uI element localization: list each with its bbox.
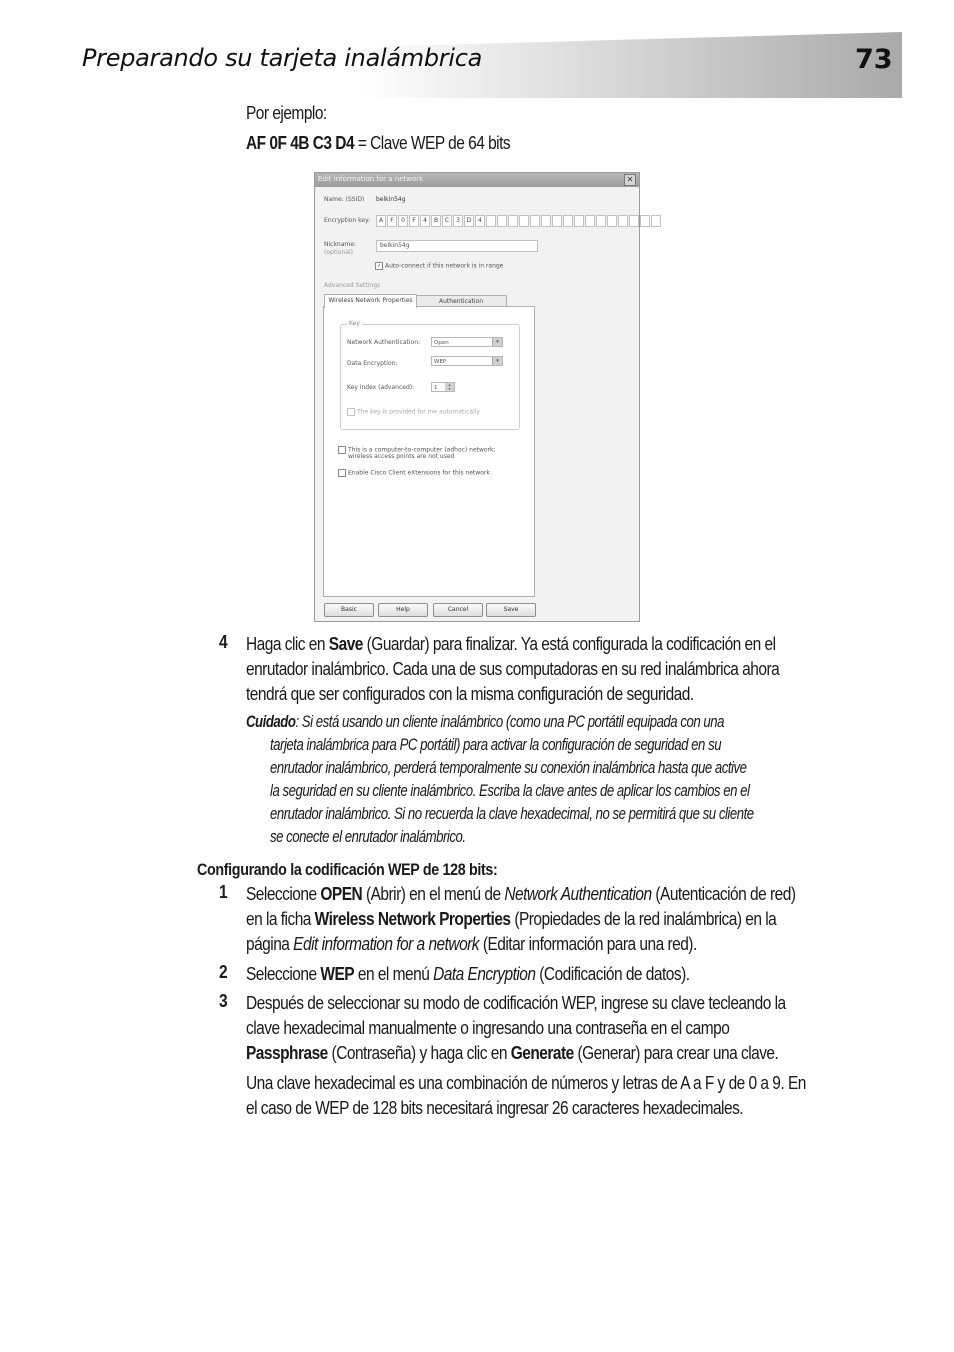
text-span: (Abrir) en el menú de	[362, 884, 505, 904]
key-char[interactable]: F	[409, 215, 419, 227]
key-index-label: Key index (advanced):	[347, 384, 415, 391]
key-char[interactable]	[519, 215, 529, 227]
network-auth-value: Open	[434, 340, 449, 346]
text-span: Seleccione	[246, 964, 321, 984]
example-label: Por ejemplo:	[246, 103, 327, 123]
help-button[interactable]: Help	[378, 603, 428, 617]
key-auto-option[interactable]	[347, 408, 480, 416]
step2-line	[246, 962, 900, 987]
cancel-button[interactable]: Cancel	[433, 603, 483, 617]
dialog-titlebar	[315, 173, 639, 187]
step4-text	[246, 632, 900, 707]
network-auth-label: Network Authentication:	[347, 339, 421, 346]
text-span: (Autenticación de red)	[651, 884, 796, 904]
nickname-optional: (optional)	[324, 249, 353, 256]
key-char[interactable]	[486, 215, 496, 227]
chevron-down-icon[interactable]: ▾	[492, 357, 502, 365]
dialog-title: Edit information for a network	[318, 175, 424, 183]
key-char[interactable]	[640, 215, 650, 227]
spinner-arrows-icon[interactable]: ▴ ▾	[445, 383, 454, 391]
page-number: 73	[855, 44, 893, 75]
save-term: Save	[328, 634, 363, 654]
step3-line: Después de seleccionar su modo de codificación WEP, ingrese su clave tecleando la	[246, 993, 786, 1013]
step4-line: tendrá que ser configurados con la misma configuración de seguridad.	[246, 684, 694, 704]
text-span: (Propiedades de la red inalámbrica) en la	[510, 909, 777, 929]
key-char[interactable]: F	[387, 215, 397, 227]
key-auto-checkbox[interactable]	[347, 408, 355, 416]
text-span: (Guardar) para finalizar. Ya está configurada la codificación en el	[362, 634, 776, 654]
data-encryption-term: Data Encryption	[433, 964, 536, 984]
example-key-desc: = Clave WEP de 64 bits	[354, 133, 511, 153]
step2-text	[246, 962, 900, 987]
text-span: (Generar) para crear una clave.	[573, 1043, 779, 1063]
caution-line: la seguridad en su cliente inalámbrico. Escriba la clave antes de aplicar los cambios en el	[270, 782, 750, 800]
key-char[interactable]: 4	[475, 215, 485, 227]
open-term: OPEN	[320, 884, 363, 904]
auto-connect-option[interactable]	[375, 262, 503, 270]
key-char[interactable]	[596, 215, 606, 227]
key-char[interactable]	[530, 215, 540, 227]
key-char[interactable]	[574, 215, 584, 227]
key-char[interactable]	[607, 215, 617, 227]
key-char[interactable]	[541, 215, 551, 227]
data-encryption-label: Data Encryption:	[347, 360, 398, 367]
step3-followup	[246, 1071, 900, 1121]
step-number: 1	[219, 882, 228, 902]
text-span: (Codificación de datos).	[535, 964, 690, 984]
step3-followup-line: Una clave hexadecimal es una combinación de números y letras de A a F y de 0 a 9. En	[246, 1073, 806, 1093]
step1-line	[246, 907, 900, 932]
step1-text	[246, 882, 900, 957]
edit-info-term: Edit information for a network	[293, 934, 480, 954]
key-char[interactable]: B	[431, 215, 441, 227]
wireless-props-term: Wireless Network Properties	[314, 909, 511, 929]
step1-line	[246, 932, 900, 957]
key-char[interactable]	[651, 215, 661, 227]
cisco-label: Enable Cisco Client eXtensions for this network	[348, 469, 490, 477]
key-group-label: Key	[349, 320, 360, 327]
step-number: 3	[219, 991, 228, 1011]
auto-connect-label: Auto-connect if this network is in range	[385, 262, 504, 270]
data-encryption-select[interactable]	[431, 356, 503, 366]
adhoc-label-1: This is a computer-to-computer (adhoc) network;	[348, 446, 496, 454]
network-auth-term: Network Authentication	[504, 884, 652, 904]
key-char[interactable]: C	[442, 215, 452, 227]
key-char[interactable]	[618, 215, 628, 227]
caution-line: se conecte el enrutador inalámbrico.	[270, 828, 466, 846]
key-char[interactable]	[497, 215, 507, 227]
adhoc-label-2: wireless access points are not used	[348, 453, 455, 460]
caution-label: Cuidado	[246, 713, 296, 731]
ssid-value: belkin54g	[376, 196, 406, 203]
key-char[interactable]	[585, 215, 595, 227]
encryption-key-field[interactable]	[376, 215, 662, 227]
key-char[interactable]	[508, 215, 518, 227]
key-auto-label: The key is provided for me automatically	[357, 408, 480, 416]
key-index-stepper[interactable]	[431, 382, 455, 392]
save-button[interactable]: Save	[486, 603, 536, 617]
text-span: Seleccione	[246, 884, 321, 904]
text-span: Haga clic en	[246, 634, 329, 654]
nickname-input[interactable]: belkin54g	[376, 240, 538, 252]
caution-line: enrutador inalámbrico. Si no recuerda la clave hexadecimal, no se permitirá que su cliente	[270, 805, 754, 823]
key-index-value: 1	[434, 385, 438, 391]
text-span: (Contraseña) y haga clic en	[327, 1043, 511, 1063]
tab-wireless-network-properties[interactable]: Wireless Network Properties	[324, 294, 417, 308]
text-span: (Editar información para una red).	[479, 934, 697, 954]
page-header-title: Preparando su tarjeta inalámbrica	[82, 44, 482, 72]
key-char[interactable]: D	[464, 215, 474, 227]
text-span: en la ficha	[246, 909, 315, 929]
key-group	[340, 320, 520, 430]
step3-followup-line: el caso de WEP de 128 bits necesitará ingresar 26 caracteres hexadecimales.	[246, 1098, 744, 1118]
data-encryption-value: WEP	[434, 359, 447, 365]
encryption-key-label: Encryption key:	[324, 217, 371, 224]
text-span: página	[246, 934, 294, 954]
adhoc-checkbox[interactable]	[338, 446, 346, 454]
passphrase-term: Passphrase	[246, 1043, 328, 1063]
tab-authentication[interactable]: Authentication	[415, 295, 507, 308]
step4-line	[246, 632, 900, 657]
step3-line: clave hexadecimal manualmente o ingresando una contraseña en el campo	[246, 1018, 730, 1038]
step-number: 4	[219, 632, 228, 652]
caution-note	[246, 711, 822, 849]
key-char[interactable]	[629, 215, 639, 227]
caution-line: tarjeta inalámbrica para PC portátil) para activar la configuración de seguridad en su	[270, 736, 722, 754]
step4-line: enrutador inalámbrico. Cada una de sus computadoras en su red inalámbrica ahora	[246, 659, 780, 679]
wep-term: WEP	[320, 964, 355, 984]
example-key: AF 0F 4B C3 D4	[246, 133, 355, 153]
caution-line: enrutador inalámbrico, perderá temporalmente su conexión inalámbrica hasta que active	[270, 759, 747, 777]
auto-connect-checkbox[interactable]: ✓	[376, 263, 382, 269]
close-icon[interactable]: ✕	[624, 174, 636, 186]
key-char[interactable]: 3	[453, 215, 463, 227]
basic-button[interactable]: Basic	[324, 603, 374, 617]
advanced-settings-label: Advanced Settings	[324, 282, 381, 289]
key-char[interactable]	[552, 215, 562, 227]
key-char[interactable]: 0	[398, 215, 408, 227]
caution-first-line	[246, 711, 822, 734]
ssid-label: Name: (SSID)	[324, 196, 365, 203]
network-auth-select[interactable]	[431, 337, 503, 347]
wireless-properties-panel	[323, 306, 535, 597]
example-key-line	[246, 133, 510, 154]
cisco-option[interactable]	[338, 469, 490, 477]
key-char[interactable]	[563, 215, 573, 227]
section-heading: Configurando la codificación WEP de 128 bits:	[197, 860, 498, 879]
key-char[interactable]: 4	[420, 215, 430, 227]
caution-text: : Si está usando un cliente inalámbrico (como una PC portátil equipada con una	[295, 713, 724, 731]
nickname-label: Nickname:	[324, 241, 356, 248]
cisco-checkbox[interactable]	[338, 469, 346, 477]
chevron-down-icon[interactable]: ▾	[492, 338, 502, 346]
key-char[interactable]: A	[376, 215, 386, 227]
generate-term: Generate	[510, 1043, 574, 1063]
text-span: en el menú	[354, 964, 434, 984]
step-number: 2	[219, 962, 228, 982]
edit-network-dialog	[314, 172, 640, 622]
step1-line	[246, 882, 900, 907]
step3-text	[246, 991, 900, 1066]
step3-line	[246, 1041, 900, 1066]
